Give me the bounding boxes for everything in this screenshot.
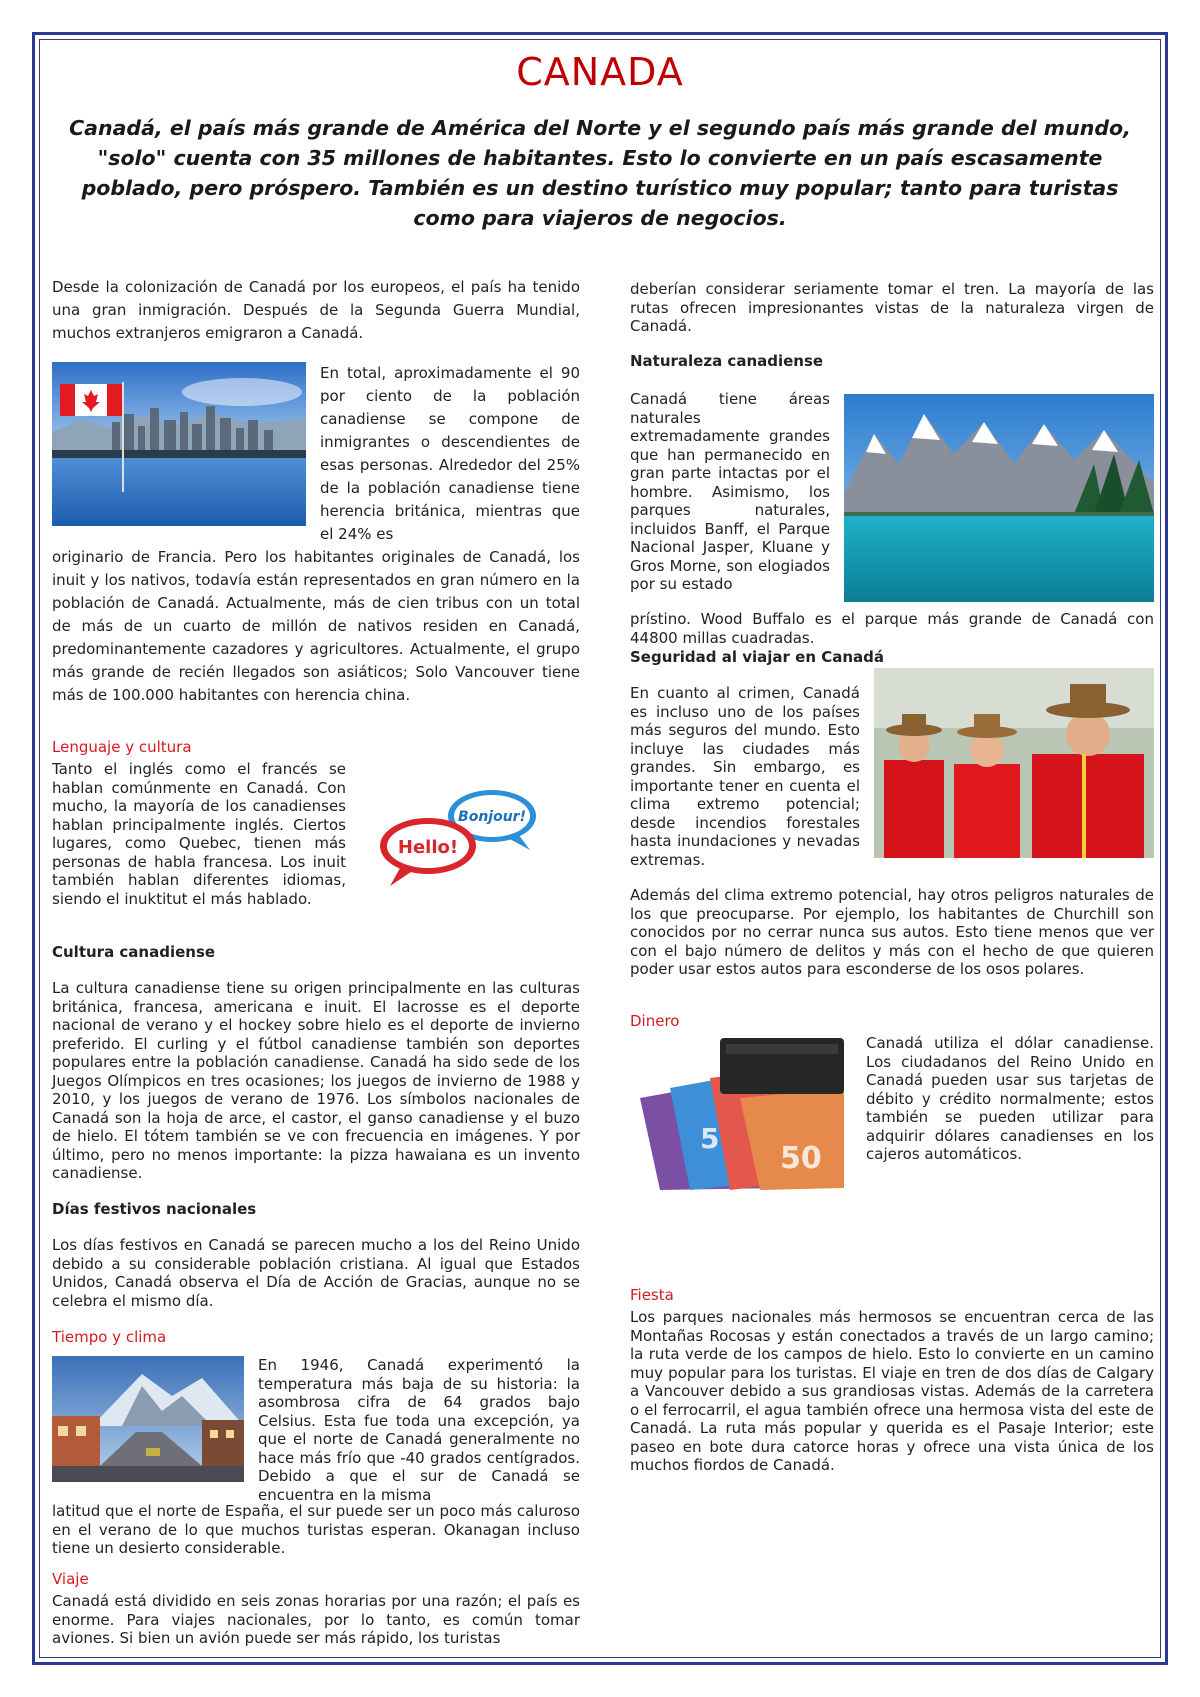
nature-rest-text: prístino. Wood Buffalo es el parque más grande de Canadá con 44800 millas cuadradas. <box>630 610 1154 647</box>
speech-bubbles-image <box>370 776 540 888</box>
train-continuation: deberían considerar seriamente tomar el tren. La mayoría de las rutas ofrecen impresionantes vistas de la naturaleza virgen de Canadá. <box>630 280 1154 335</box>
party-section <box>630 1286 1154 1475</box>
mountain-lake-photo <box>844 394 1154 602</box>
holidays-heading: Días festivos nacionales <box>52 1200 257 1218</box>
vancouver-flag-photo <box>52 362 306 526</box>
safety-heading: Seguridad al viajar en Canadá <box>630 648 885 666</box>
weather-side-text: En 1946, Canadá experimentó la temperatura más baja de su historia: la asombrosa cifra de 64 grados bajo Celsius. Esta fue toda una excepción, ya que el norte de Canadá generalmente no hace más frío que -40 grados centígrados. Debido a que el sur de Canadá se encuentra en la misma <box>258 1356 580 1504</box>
safety-rest-text: Además del clima extremo potencial, hay otros peligros naturales de los que preocuparse. Por ejemplo, los habitantes de Churchill son conocidos por no cerrar nunca sus autos. Esto tiene menos que ver con el bajo número de delitos y más con el hecho de que quieren poder usar estos autos para esconderse de los osos polares. <box>630 886 1154 978</box>
travel-text: Canadá está dividido en seis zonas horarias por una razón; el país es enorme. Para viajes nacionales, por lo tanto, es común tomar aviones. Si bien un avión puede ser más rápido, los turistas <box>52 1592 580 1647</box>
mountain-town-photo <box>52 1356 244 1482</box>
language-text: Tanto el inglés como el francés se hablan comúnmente en Canadá. Con mucho, la mayoría de los canadienses hablan principalmente inglés. Ciertos lugares, como Quebec, tienen más personas de habla francesa. Los inuit también hablan diferentes idiomas, siendo el inuktitut el más hablado. <box>52 760 346 908</box>
nature-heading: Naturaleza canadiense <box>630 352 824 370</box>
culture-heading: Cultura canadiense <box>52 943 216 961</box>
left-column <box>52 276 580 345</box>
weather-rest-text: latitud que el norte de España, el sur puede ser un poco más caluroso en el verano de lo que muchos turistas esperan. Okanagan incluso tiene un desierto considerable. <box>52 1502 580 1557</box>
intro-paragraph: Canadá, el país más grande de América del Norte y el segundo país más grande del mundo, "solo" cuenta con 35 millones de habitantes. Esto lo convierte en un país escasamente poblado, pero próspero. También es un destino turístico muy popular; tanto para turistas como para viajeros de negocios. <box>69 116 1131 230</box>
holidays-section <box>52 1200 580 1310</box>
safety-side-text: En cuanto al crimen, Canadá es incluso uno de los países más seguros del mundo. Esto incluye las ciudades más grandes. Sin embargo, es importante tener en cuenta el clima extremo potencial; desde incendios forestales hasta inundaciones y nevadas extremas. <box>630 684 860 869</box>
language-heading: Lenguaje y cultura <box>52 738 192 756</box>
party-text: Los parques nacionales más hermosos se encuentran cerca de las Montañas Rocosas y están conectados a través de un largo camino; la ruta verde de los campos de hielo. Esto lo convierte en un camino muy popular para los turistas. El viaje en tren de dos días de Calgary a Vancouver debido a sus grandiosas vistas. Además de la carretera o el ferrocarril, el agua también ofrece una hermosa vista del este de Canadá. La ruta más popular y querida es el Pasaje Interior; este paseo en bote dura catorce horas y ofrece una vista única de los muchos fiordos de Canadá. <box>630 1308 1154 1474</box>
bonjour-text: Bonjour! <box>458 809 526 825</box>
money-heading: Dinero <box>630 1012 680 1030</box>
party-heading: Fiesta <box>630 1286 674 1304</box>
language-section <box>52 738 346 908</box>
money-text: Canadá utiliza el dólar canadiense. Los ciudadanos del Reino Unido en Canadá pueden usar sus tarjetas de débito y crédito normalmente; estos también se pueden utilizar para adquirir dólares canadienses en los cajeros automáticos. <box>866 1034 1154 1163</box>
svg-text:50: 50 <box>780 1141 822 1176</box>
mounties-photo <box>874 668 1154 858</box>
immigration-paragraph: Desde la colonización de Canadá por los europeos, el país ha tenido una gran inmigración. Después de la Segunda Guerra Mundial, muchos extranjeros emigraron a Canadá. <box>52 278 580 342</box>
hello-text: Hello! <box>397 837 459 858</box>
culture-section <box>52 943 580 1183</box>
population-rest-text: originario de Francia. Pero los habitantes originales de Canadá, los inuit y los nativos, todavía están representados en gran número en la población de Canadá. Actualmente, más de cien tribus con un total de más de un cuarto de millón de nativos residen en Canadá, predominantemente cazadores y agricultores. Actualmente, el grupo más grande de recién llegados son asiáticos; Solo Vancouver tiene más de 100.000 habitantes con herencia china. <box>52 548 580 704</box>
culture-text: La cultura canadiense tiene su origen principalmente en las culturas británica, francesa, americana e inuit. El lacrosse es el deporte nacional de verano y el hockey sobre hielo es el deporte de invierno preferido. El curling y el fútbol canadiense también son deportes populares entre la población canadiense. Canadá ha sido sede de los Juegos Olímpicos en tres ocasiones; los juegos de invierno de 1988 y 2010, y los juegos de verano de 1976. Los símbolos nacionales de Canadá son la hoja de arce, el castor, el ganso canadiense y el buzo de hielo. El tótem también se ve con frecuencia en imágenes. Y por último, pero no menos importante: la pizza hawaiana es un invento canadiense. <box>52 979 580 1182</box>
page-title: CANADA <box>516 50 684 94</box>
holidays-text: Los días festivos en Canadá se parecen mucho a los del Reino Unido debido a su considerable población cristiana. Al igual que Estados Unidos, Canadá observa el Día de Acción de Gracias, aunque no se celebra el mismo día. <box>52 1236 580 1310</box>
nature-side-text: Canadá tiene áreas naturales extremadamente grandes que han permanecido en gran parte intactas por el hombre. Asimismo, los parques naturales, incluidos Banff, el Parque Nacional Jasper, Kluane y Gros Morne, son elogiados por su estado <box>630 390 830 593</box>
travel-heading: Viaje <box>52 1570 89 1588</box>
travel-section <box>52 1570 580 1648</box>
population-side-text: En total, aproximadamente el 90 por ciento de la población canadiense se compone de inmigrantes o descendientes de esas personas. Alrededor del 25% de la población canadiense tiene herencia británica, mientras que el 24% es <box>320 364 580 543</box>
weather-heading: Tiempo y clima <box>52 1328 167 1346</box>
money-wallet-photo <box>630 1038 844 1190</box>
svg-text:5: 5 <box>700 1122 720 1155</box>
